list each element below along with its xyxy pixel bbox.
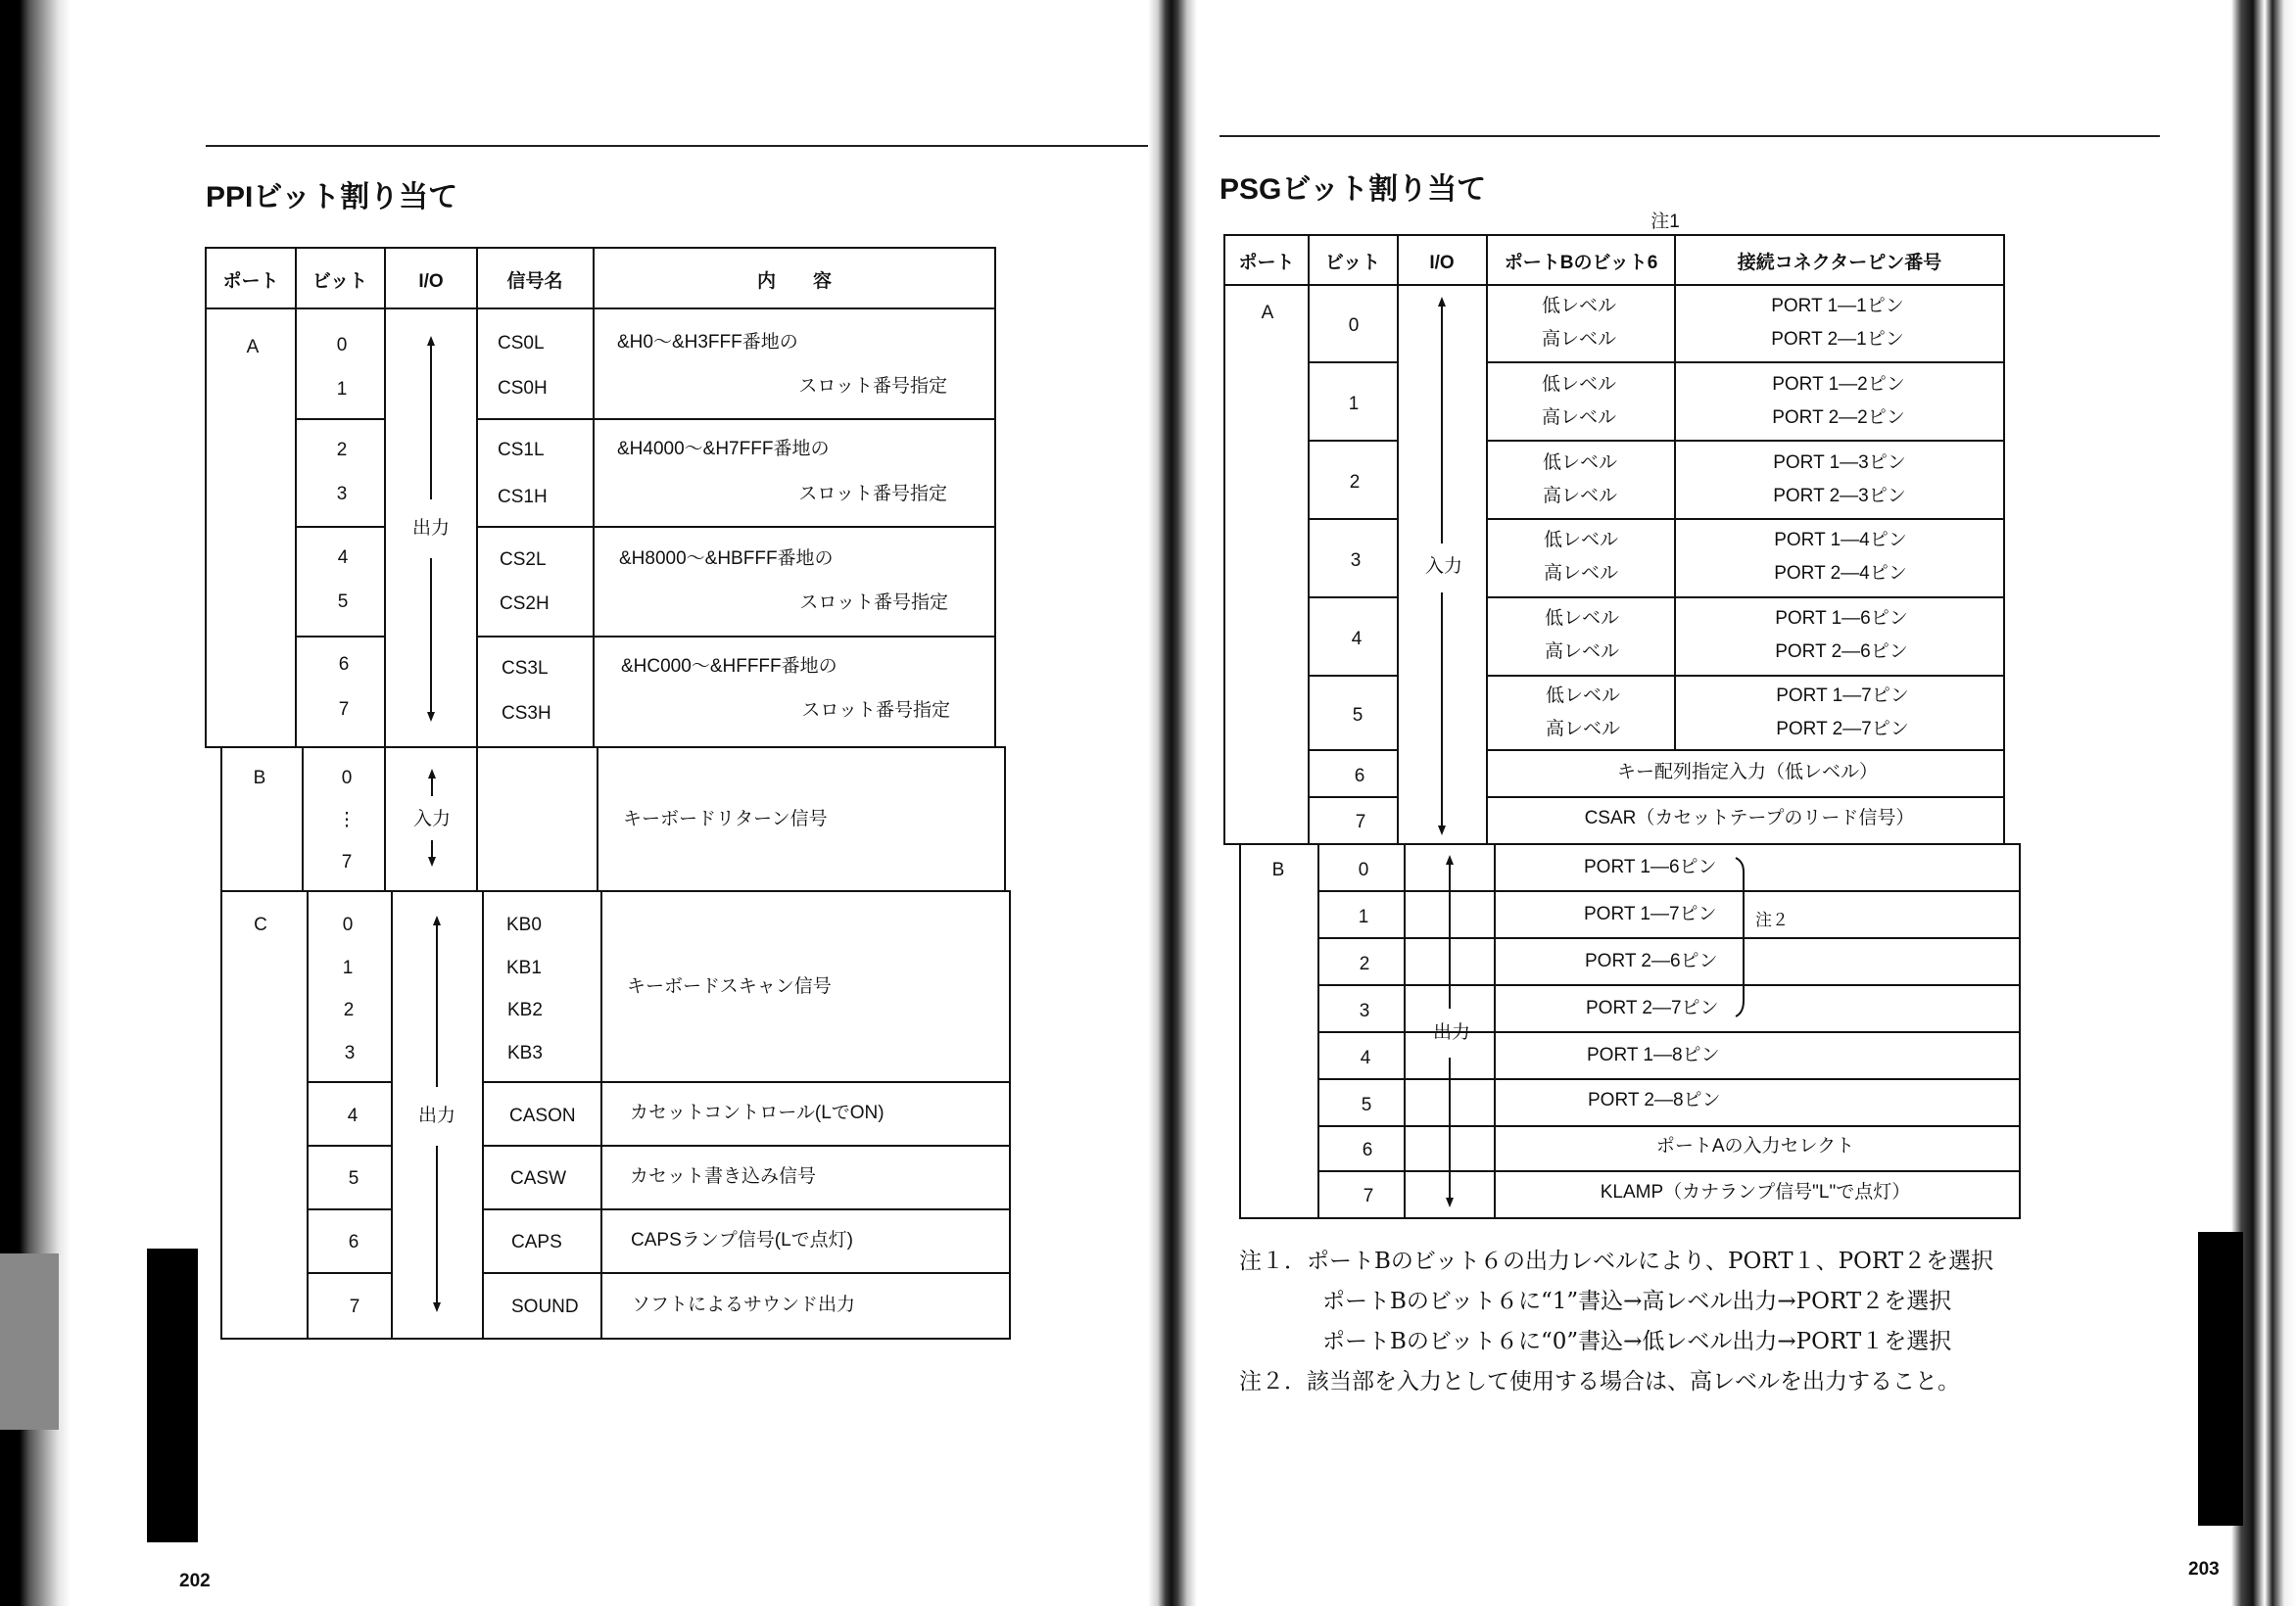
pin-high: PORT 2―1ピン xyxy=(1771,329,1904,350)
page-number-left: 202 xyxy=(179,1571,211,1591)
content-line: スロット番号指定 xyxy=(798,376,947,397)
pin-low: PORT 1―7ピン xyxy=(1776,685,1909,706)
port-label-a: A xyxy=(1261,303,1274,323)
level-high: 高レベル xyxy=(1545,719,1621,739)
header-bit: ビット xyxy=(1324,253,1381,273)
content: カセット書き込み信号 xyxy=(630,1166,817,1187)
content: ソフトによるサウンド出力 xyxy=(632,1295,856,1315)
signal: CS3H xyxy=(502,703,551,724)
port-label-b: B xyxy=(1271,860,1285,880)
bit: 3 xyxy=(344,1043,356,1063)
signal: CS0L xyxy=(498,333,545,354)
pin-high: PORT 2―3ピン xyxy=(1773,486,1906,506)
io-output-b: 出力 xyxy=(1432,1022,1471,1043)
bit: 4 xyxy=(1351,629,1363,649)
header-io: I/O xyxy=(418,271,444,292)
header-signal: 信号名 xyxy=(506,271,563,292)
port-b-content: PORT 1―7ピン xyxy=(1584,904,1717,924)
level-low: 低レベル xyxy=(1545,685,1621,706)
bit: 3 xyxy=(1359,1001,1370,1021)
bit: 2 xyxy=(336,440,348,460)
port-b-content: PORT 2―7ピン xyxy=(1586,998,1719,1018)
port-b-content: PORT 2―8ピン xyxy=(1588,1090,1721,1110)
pin-low: PORT 1―6ピン xyxy=(1775,608,1908,629)
bit: 1 xyxy=(342,958,354,978)
bit: 2 xyxy=(1349,472,1361,493)
bit: 1 xyxy=(1348,394,1360,414)
signal: KB1 xyxy=(506,958,542,978)
bit: 0 xyxy=(1358,860,1369,880)
level-high: 高レベル xyxy=(1541,407,1617,428)
page-title-ppi: PPIビット割り当て xyxy=(206,181,458,213)
io-input-a: 入力 xyxy=(1424,556,1463,577)
bit: 7 xyxy=(1355,812,1366,832)
content: キーボードリターン信号 xyxy=(623,809,828,829)
signal: KB0 xyxy=(506,915,542,935)
bit: 1 xyxy=(1358,907,1369,927)
bit: 0 xyxy=(342,915,354,935)
signal: SOUND xyxy=(511,1297,579,1317)
content-line: &H8000～&HBFFF番地の xyxy=(619,548,834,569)
signal: CS1L xyxy=(498,440,545,460)
content: カセットコントロール(LでON) xyxy=(630,1103,885,1123)
signal: CAPS xyxy=(511,1232,562,1252)
bit: 5 xyxy=(337,591,349,612)
bit: 2 xyxy=(343,1000,355,1020)
port-label-c: C xyxy=(254,915,267,935)
note2-bracket-label: 注２ xyxy=(1755,911,1789,929)
note-1-detail-a: ポートBのビット６に“1”書込→高レベル出力→PORT２を選択 xyxy=(1322,1289,1952,1314)
signal: CS2H xyxy=(500,593,550,614)
note-2: 注２．該当部を入力として使用する場合は、高レベルを出力すること。 xyxy=(1239,1369,1960,1394)
header-io: I/O xyxy=(1429,253,1455,273)
port-b-content: PORT 1―6ピン xyxy=(1584,857,1717,877)
bit: 5 xyxy=(1352,705,1363,726)
content-line: スロット番号指定 xyxy=(801,700,950,721)
wide-content: キー配列指定入力（低レベル） xyxy=(1616,762,1879,782)
level-low: 低レベル xyxy=(1542,452,1618,473)
level-low: 低レベル xyxy=(1543,530,1619,550)
level-low: 低レベル xyxy=(1544,608,1620,629)
content: キーボードスキャン信号 xyxy=(627,976,832,997)
pin-high: PORT 2―6ピン xyxy=(1775,641,1908,662)
header-portb-bit6: ポートBのビット6 xyxy=(1504,253,1658,273)
bit: 6 xyxy=(1354,766,1365,786)
level-high: 高レベル xyxy=(1544,641,1620,662)
pin-high: PORT 2―7ピン xyxy=(1776,719,1909,739)
level-low: 低レベル xyxy=(1541,296,1617,316)
signal: KB2 xyxy=(507,1000,543,1020)
header-port: ポート xyxy=(222,271,279,292)
note1-marker: 注1 xyxy=(1650,212,1680,232)
bit: 4 xyxy=(1360,1048,1371,1068)
signal: CS3L xyxy=(502,658,549,679)
level-high: 高レベル xyxy=(1541,329,1617,350)
pin-low: PORT 1―2ピン xyxy=(1772,374,1905,395)
pin-high: PORT 2―4ピン xyxy=(1774,563,1907,584)
signal: CS0H xyxy=(498,378,548,399)
bit: ⋮ xyxy=(337,810,357,830)
pin-low: PORT 1―3ピン xyxy=(1773,452,1906,473)
bit: 3 xyxy=(336,484,348,504)
bit: 4 xyxy=(337,547,349,568)
signal: CASON xyxy=(509,1106,576,1126)
bit: 2 xyxy=(1359,954,1370,974)
io-output-c: 出力 xyxy=(417,1106,456,1126)
signal: CS2L xyxy=(500,549,547,570)
header-connector: 接続コネクターピン番号 xyxy=(1737,253,1942,273)
level-low: 低レベル xyxy=(1541,374,1617,395)
header-port: ポート xyxy=(1238,253,1295,273)
bit: 6 xyxy=(338,654,350,675)
port-b-content: KLAMP（カナランプ信号"L"で点灯） xyxy=(1600,1182,1911,1203)
bit: 7 xyxy=(1363,1186,1374,1206)
level-high: 高レベル xyxy=(1543,563,1619,584)
header-content: 内 容 xyxy=(756,271,833,292)
bit: 7 xyxy=(349,1297,360,1317)
content: CAPSランプ信号(Lで点灯) xyxy=(631,1230,853,1251)
pin-high: PORT 2―2ピン xyxy=(1772,407,1905,428)
wide-content: CSAR（カセットテープのリード信号） xyxy=(1584,808,1915,828)
content-line: &HC000～&HFFFF番地の xyxy=(621,656,837,677)
page-title-psg: PSGビット割り当て xyxy=(1220,173,1487,206)
content-line: &H4000～&H7FFF番地の xyxy=(617,439,830,459)
port-b-content: PORT 2―6ピン xyxy=(1585,951,1718,971)
io-output-a: 出力 xyxy=(411,518,451,539)
port-label-a: A xyxy=(246,337,260,357)
bit: 3 xyxy=(1350,550,1362,571)
signal: CS1H xyxy=(498,487,548,507)
io-input-b: 入力 xyxy=(412,809,452,829)
page-number-right: 203 xyxy=(2188,1559,2220,1580)
pin-low: PORT 1―1ピン xyxy=(1771,296,1904,316)
header-bit: ビット xyxy=(311,271,368,292)
signal: CASW xyxy=(510,1168,566,1189)
signal: KB3 xyxy=(507,1043,543,1063)
port-label-b: B xyxy=(253,768,266,788)
note-1: 注１．ポートBのビット６の出力レベルにより、PORT１、PORT２を選択 xyxy=(1239,1249,1994,1274)
content-line: スロット番号指定 xyxy=(798,484,947,504)
pin-low: PORT 1―4ピン xyxy=(1774,530,1907,550)
bit: 0 xyxy=(341,768,353,788)
bit: 5 xyxy=(348,1168,359,1189)
bit: 1 xyxy=(336,379,348,400)
bit: 6 xyxy=(348,1232,359,1252)
bit: 0 xyxy=(1348,315,1360,336)
port-b-content: PORT 1―8ピン xyxy=(1587,1045,1720,1065)
content-line: &H0～&H3FFF番地の xyxy=(617,332,798,353)
bit: 7 xyxy=(338,699,350,720)
level-high: 高レベル xyxy=(1542,486,1618,506)
note-1-detail-b: ポートBのビット６に“0”書込→低レベル出力→PORT１を選択 xyxy=(1322,1329,1952,1354)
bit: 4 xyxy=(347,1106,359,1126)
bit: 0 xyxy=(336,335,348,355)
content-line: スロット番号指定 xyxy=(799,592,948,613)
bit: 7 xyxy=(341,852,353,873)
psg-notes xyxy=(1239,1242,2101,1402)
port-b-content: ポートAの入力セレクト xyxy=(1655,1136,1855,1157)
bit: 5 xyxy=(1361,1095,1372,1115)
bit: 6 xyxy=(1362,1140,1373,1160)
